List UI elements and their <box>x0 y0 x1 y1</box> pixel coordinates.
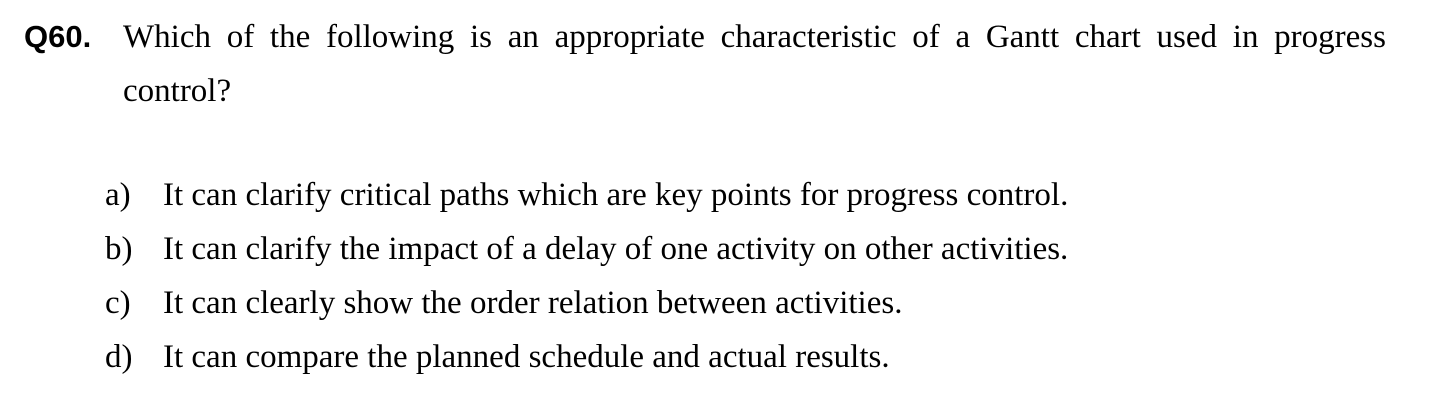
question-text: Which of the following is an appropriate characteristic of a Gantt chart used in progress control? <box>123 19 1386 109</box>
option-text: It can clarify critical paths which are key points for progress control. <box>163 177 1069 213</box>
option-text: It can clarify the impact of a delay of one activity on other activities. <box>163 231 1069 267</box>
question-number: Q60. <box>24 19 92 54</box>
option-letter: c) <box>105 285 131 321</box>
option-letter: a) <box>105 177 131 213</box>
option-a <box>105 168 1305 222</box>
option-c <box>105 276 1305 330</box>
option-text: It can clearly show the order relation between activities. <box>163 285 903 321</box>
answer-options <box>105 168 1305 384</box>
option-text: It can compare the planned schedule and actual results. <box>163 339 890 375</box>
option-b <box>105 222 1305 276</box>
question-line <box>24 10 1386 118</box>
option-letter: b) <box>105 231 133 267</box>
question-block <box>24 10 1386 118</box>
option-d <box>105 330 1305 384</box>
option-letter: d) <box>105 339 133 375</box>
